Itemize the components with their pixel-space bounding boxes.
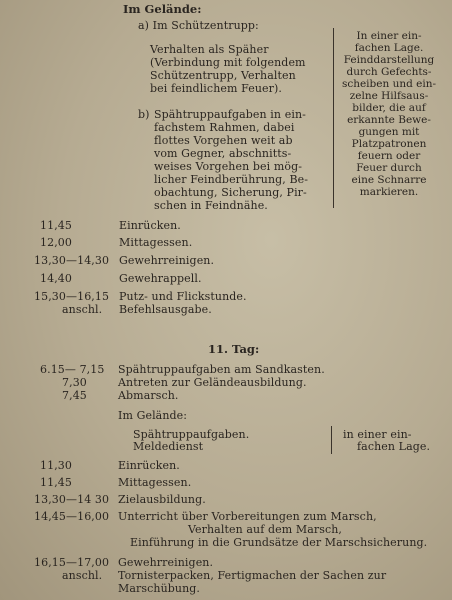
schedule-entry: Einrücken. <box>119 219 181 232</box>
day-heading: 11. Tag: <box>208 342 260 356</box>
schedule-entry: Mittagessen. <box>119 236 193 249</box>
schedule-entry: Befehlsausgabe. <box>119 303 212 316</box>
schedule-entry: Putz- und Flickstunde. <box>119 290 247 303</box>
schedule-time: anschl. <box>62 569 103 582</box>
schedule-entry: Mittagessen. <box>118 476 192 489</box>
item-b-line: weises Vorgehen bei mög- <box>154 160 303 173</box>
side-note-line: durch Gefechts- <box>346 66 432 78</box>
item-b-line: schen in Feindnähe. <box>154 199 268 212</box>
field-line: Meldedienst <box>133 440 204 453</box>
item-b-line: Spähtruppaufgaben in ein- <box>154 108 306 121</box>
item-b-line: vom Gegner, abschnitts- <box>154 147 292 160</box>
side-note-line: markieren. <box>359 186 419 198</box>
side-note-line: scheiben und ein- <box>341 78 437 90</box>
schedule-entry: Einrücken. <box>118 459 180 472</box>
side-note-bracket <box>333 28 334 208</box>
schedule-time: 13,30—14 30 <box>34 493 110 506</box>
schedule-entry: Gewehrreinigen. <box>119 254 215 267</box>
schedule-entry: Tornisterpacken, Fertigmachen der Sachen zur <box>118 569 387 582</box>
side-note-line: Platzpatronen <box>351 138 427 150</box>
side-note-line: bilder, die auf <box>352 102 426 114</box>
item-b-line: fachstem Rahmen, dabei <box>154 121 295 134</box>
section-heading-gelaende: Im Gelände: <box>123 2 202 16</box>
schedule-time: 7,30 <box>62 376 87 389</box>
schedule-time: 16,15—17,00 <box>34 556 110 569</box>
schedule-time: 11,45 <box>40 476 72 489</box>
schedule-time: anschl. <box>62 303 103 316</box>
schedule-time: 12,00 <box>40 236 72 249</box>
side-note-line: erkannte Bewe- <box>347 114 431 126</box>
schedule-entry: Unterricht über Vorbereitungen zum Marsch, <box>118 510 377 523</box>
field-note-bracket <box>331 426 332 454</box>
schedule-entry-continued: Einführung in die Grundsätze der Marschsicherung. <box>130 536 428 549</box>
schedule-time: 13,30—14,30 <box>34 254 110 267</box>
schedule-entry-continued: Verhalten auf dem Marsch, <box>188 523 343 536</box>
schedule-entry: Spähtruppaufgaben am Sandkasten. <box>118 363 325 376</box>
item-a-line: bei feindlichem Feuer). <box>150 82 282 95</box>
field-note-line: fachen Lage. <box>357 440 431 453</box>
item-a-line: Verhalten als Späher <box>150 43 269 56</box>
side-note-line: In einer ein- <box>356 30 422 42</box>
schedule-entry: Gewehrappell. <box>119 272 202 285</box>
side-note-line: eine Schnarre <box>351 174 427 186</box>
field-line: Spähtruppaufgaben. <box>133 428 250 441</box>
item-b-line: obachtung, Sicherung, Pir- <box>154 186 307 199</box>
schedule-time: 11,45 <box>40 219 72 232</box>
schedule-time: 6.15— 7,15 <box>40 363 105 376</box>
side-note-line: Feinddarstellung <box>343 54 435 66</box>
side-note-line: fachen Lage. <box>354 42 424 54</box>
schedule-time: 15,30—16,15 <box>34 290 110 303</box>
schedule-entry: Antreten zur Geländeausbildung. <box>118 376 307 389</box>
schedule-entry: Zielausbildung. <box>118 493 206 506</box>
side-note-line: Feuer durch <box>356 162 422 174</box>
schedule-time: 7,45 <box>62 389 87 402</box>
schedule-time: 14,45—16,00 <box>34 510 110 523</box>
item-b-line: licher Feindberührung, Be- <box>154 173 309 186</box>
schedule-entry-continued: Marschübung. <box>118 582 201 595</box>
item-a-line: (Verbindung mit folgendem <box>150 56 306 69</box>
side-note-line: zelne Hilfsaus- <box>349 90 429 102</box>
side-note-line: feuern oder <box>357 150 421 162</box>
schedule-time: 14,40 <box>40 272 72 285</box>
schedule-entry: Gewehrreinigen. <box>118 556 214 569</box>
schedule-time: 11,30 <box>40 459 72 472</box>
field-note-line: in einer ein- <box>343 428 412 441</box>
item-a-label: a) Im Schützentrupp: <box>138 19 259 32</box>
field-heading: Im Gelände: <box>118 409 188 422</box>
side-note-line: gungen mit <box>358 126 420 138</box>
item-b-line: flottes Vorgehen weit ab <box>154 134 293 147</box>
item-a-line: Schützentrupp, Verhalten <box>150 69 296 82</box>
schedule-entry: Abmarsch. <box>118 389 179 402</box>
item-b-label: b) <box>138 108 150 121</box>
